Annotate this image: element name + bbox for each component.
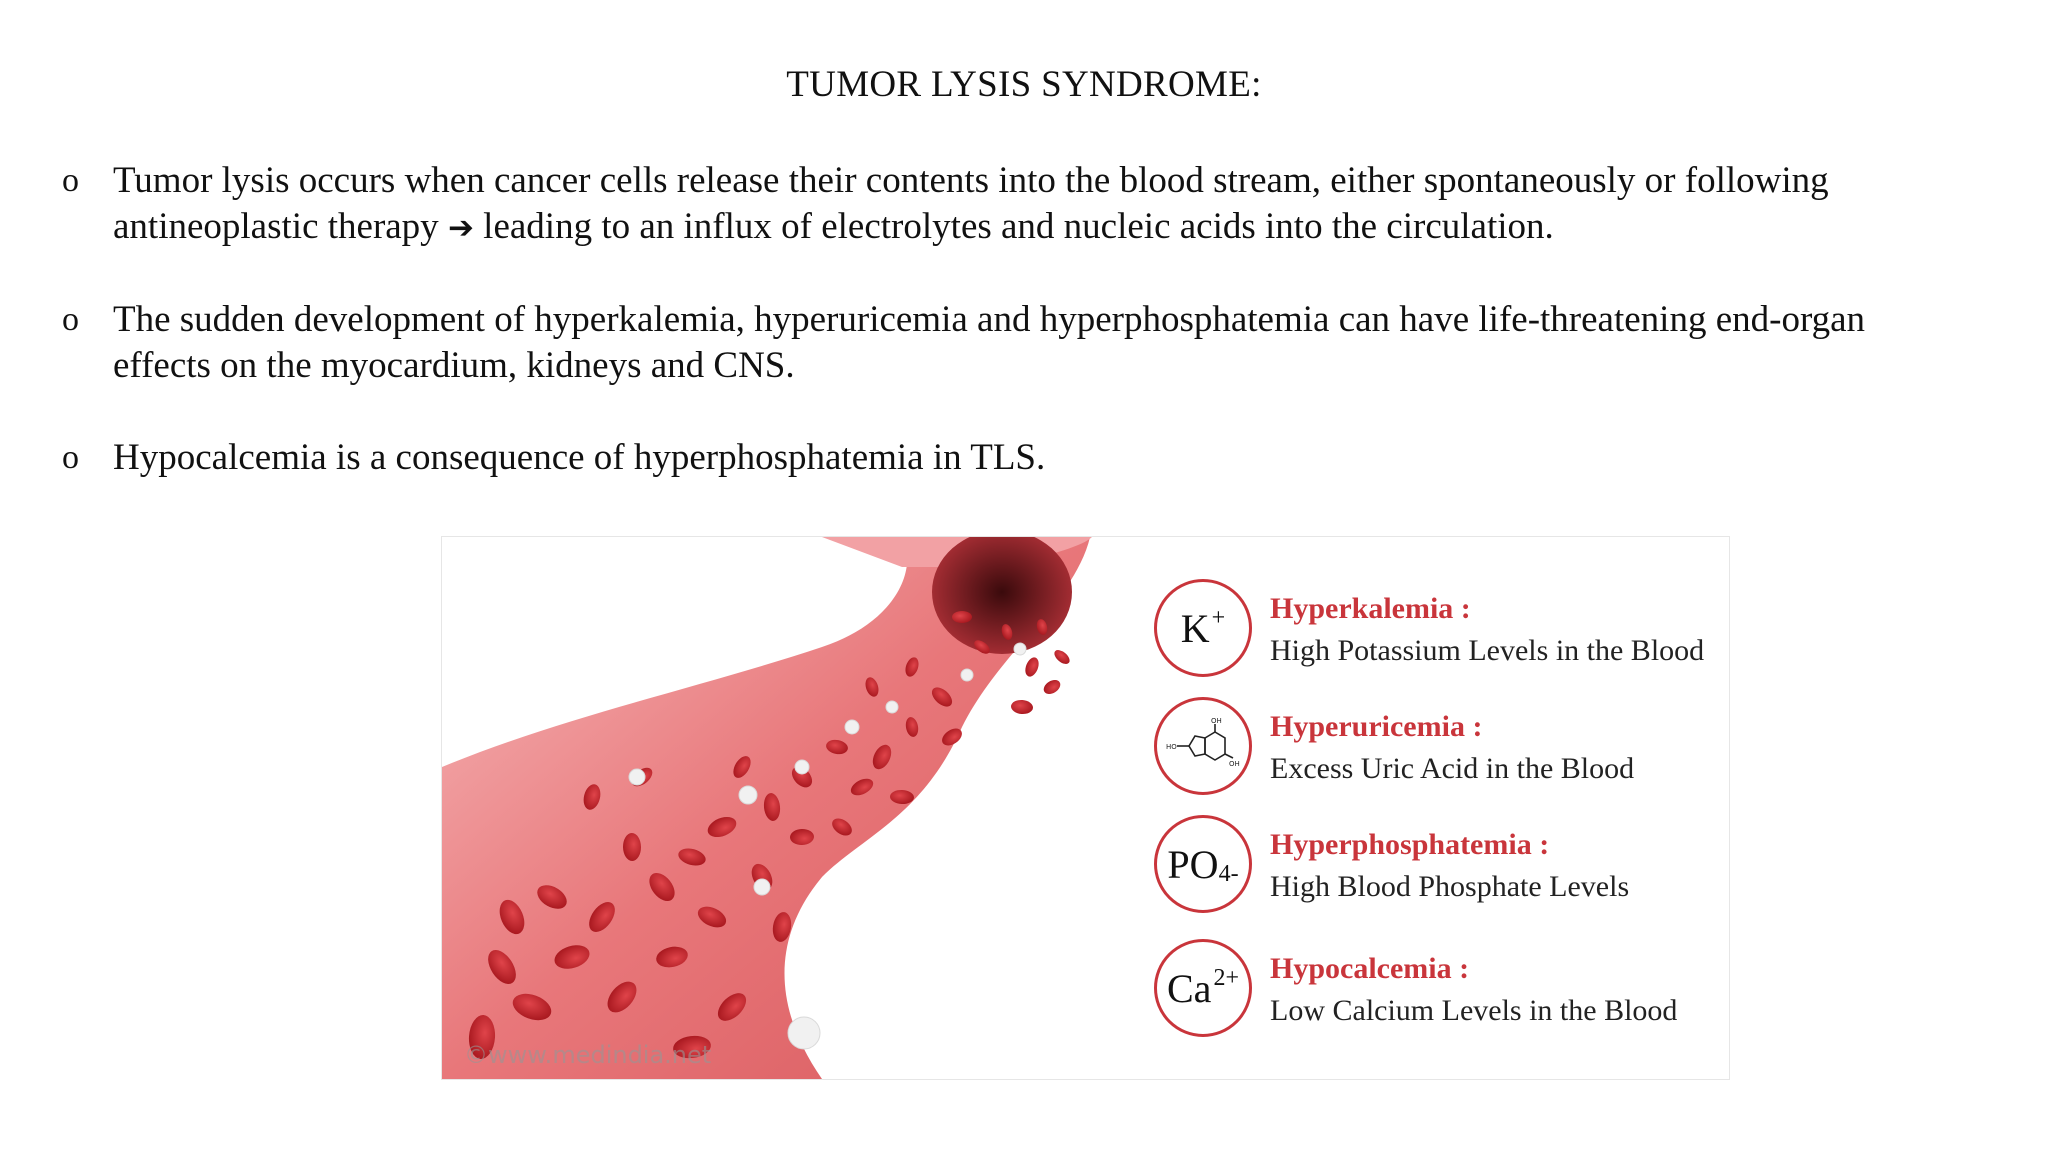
legend-item-hyperphosphatemia: [1154, 815, 1714, 921]
legend-item-hyperuricemia: [1154, 697, 1714, 803]
bullet-marker: o: [62, 162, 79, 199]
white-blood-cell: [961, 669, 973, 681]
bullet-marker: o: [62, 301, 79, 338]
white-blood-cell: [629, 769, 645, 785]
bullet-line: [113, 204, 2002, 251]
legend-term: Hyperphosphatemia :: [1270, 828, 1550, 861]
svg-text:OH: OH: [1229, 760, 1240, 768]
legend-term: Hypocalcemia :: [1270, 952, 1470, 985]
tls-illustration: [441, 536, 1730, 1080]
legend-item-hyperkalemia: [1154, 579, 1714, 685]
legend-description: Low Calcium Levels in the Blood: [1270, 994, 1678, 1027]
bullet-line: effects on the myocardium, kidneys and CNS.: [113, 345, 795, 386]
white-blood-cell: [754, 879, 770, 895]
legend-term: Hyperkalemia :: [1270, 592, 1471, 625]
red-blood-cell: [952, 611, 972, 623]
white-blood-cell: [739, 786, 757, 804]
red-blood-cell: [1010, 699, 1033, 715]
white-blood-cell: [886, 701, 898, 713]
white-blood-cell: [788, 1017, 820, 1049]
legend-description: High Blood Phosphate Levels: [1270, 870, 1630, 903]
bullet-item: [62, 297, 2002, 389]
legend-description: Excess Uric Acid in the Blood: [1270, 752, 1635, 785]
potassium-symbol: K +: [1154, 579, 1252, 677]
watermark: ©www.medindia.net: [464, 1041, 712, 1069]
bullet-text: antineoplastic therapy: [113, 206, 439, 247]
bullet-line: Tumor lysis occurs when cancer cells release their contents into the blood stream, either spontaneously or following: [113, 160, 1829, 201]
white-blood-cell: [795, 760, 809, 774]
slide-title: TUMOR LYSIS SYNDROME:: [786, 64, 1262, 105]
bullet-list: [62, 158, 2002, 481]
legend-item-hypocalcemia: [1154, 939, 1714, 1045]
bullet-line: Hypocalcemia is a consequence of hyperphosphatemia in TLS.: [113, 437, 1046, 478]
bullet-item: [62, 158, 2002, 251]
bullet-item: [62, 435, 2002, 481]
uric-acid-molecule-icon: [1154, 697, 1252, 795]
bullet-text: leading to an influx of electrolytes and nucleic acids into the circulation.: [483, 206, 1554, 247]
bullet-marker: o: [62, 439, 79, 476]
white-blood-cell: [845, 720, 859, 734]
right-arrow-icon: ➔: [447, 210, 474, 246]
white-blood-cell: [1014, 643, 1026, 655]
legend-term: Hyperuricemia :: [1270, 710, 1483, 743]
red-blood-cell: [1041, 677, 1063, 697]
calcium-symbol: Ca $^{2+}$: [1154, 939, 1252, 1037]
svg-text:HO: HO: [1166, 743, 1177, 751]
red-blood-cell: [1023, 656, 1041, 679]
legend-description: High Potassium Levels in the Blood: [1270, 634, 1705, 667]
red-blood-cell: [1052, 647, 1072, 666]
bullet-line: The sudden development of hyperkalemia, hyperuricemia and hyperphosphatemia can have life-threatening end-organ: [113, 299, 1866, 340]
svg-text:OH: OH: [1211, 717, 1222, 725]
phosphate-symbol: PO $_{4-}$: [1154, 815, 1252, 913]
